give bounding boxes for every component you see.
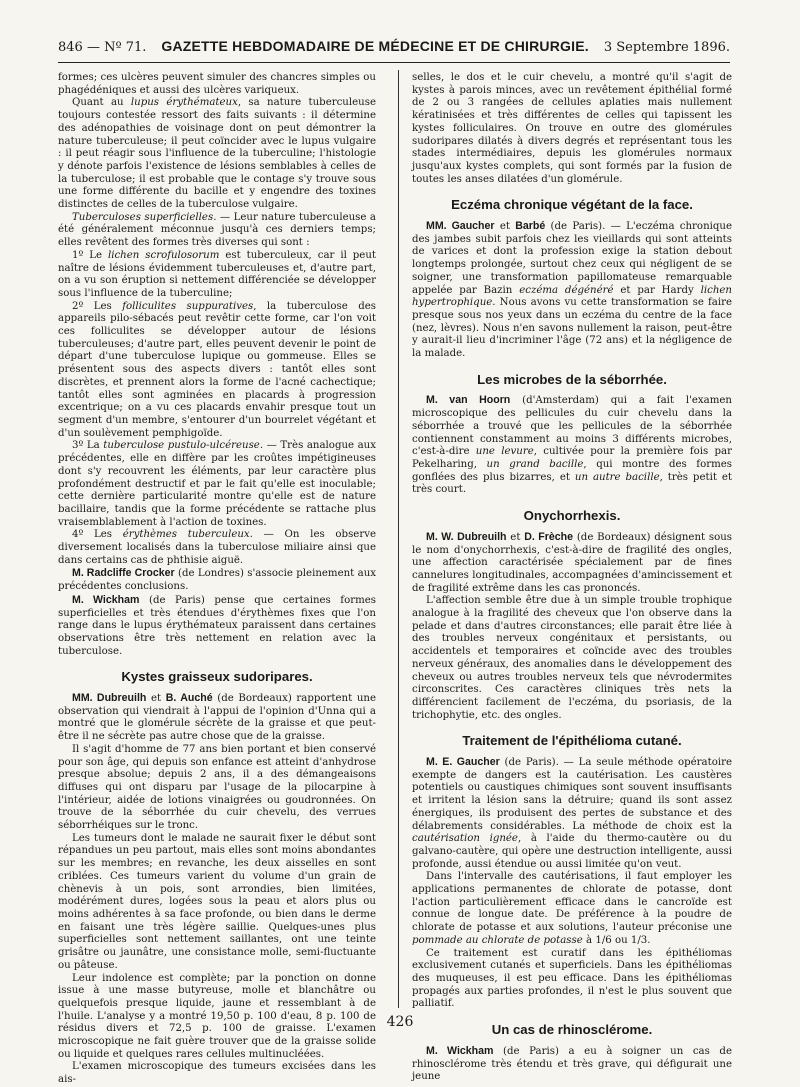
section-heading: Les microbes de la séborrhée. <box>477 371 667 387</box>
paragraph: Ce traitement est curatif dans les épithéliomas exclusivement cutanés et superficiels. Dans les épithéliomas des muqueuses, il est peu efficace. Dans les épithéliomas propagés aux parties profondes, il n'est le plus souvent que palliatif. <box>412 947 732 1010</box>
italic-term: Tuberculoses superficielles <box>72 211 214 223</box>
italic-term: lupus érythémateux <box>130 97 238 109</box>
header-issue: 846 — Nº 71. <box>58 40 147 55</box>
header-date: 3 Septembre 1896. <box>603 40 730 55</box>
section-heading: Traitement de l'épithélioma cutané. <box>462 733 682 749</box>
paragraph <box>412 220 732 361</box>
text: et par Hardy <box>613 284 701 296</box>
italic-term: un grand bacille <box>486 458 584 470</box>
page-number: 426 <box>386 1014 414 1030</box>
column-divider <box>398 70 399 1008</box>
paragraph: Les tumeurs dont le malade ne saurait fixer le début sont répandues un peu partout, mais elles sont moins abondantes sur les membres; en revanche, les deux aisselles en sont criblées. Ces tumeurs varient du volume d'un grain de chènevis à un pois, sont arrondies, bien limitées, modérément dures, logées sous la peau et alors plus ou moins adhérentes à sa face profonde, ou bien dans le derme en faisant une très légère saillie. Quelques-unes plus superficielles sont nettement saillantes, ont une teinte grisâtre ou jaunâtre, une consistance molle, semi-fluctuante ou pâteuse. <box>58 832 376 971</box>
text: et <box>506 531 525 543</box>
text: à 1/6 ou 1/3. <box>582 934 651 946</box>
paragraph <box>58 594 376 659</box>
text: . Nous avons vu cette transformation se faire presque sous nos yeux dans un eczéma du centre de la face (nez, lèvres). Nous n'en savons nullement la raison, peut-être y aurait-il lieu d'incriminer l'âge (72 ans) et la négligence de la malade. <box>412 297 732 360</box>
text: (de Paris) pense que certaines formes superficielles et très étendues d'érythèmes fixes que l'on range dans le lupus érythémateux paraissent dans certaines observations être très nettement en relation avec la tuberculose. <box>58 594 376 657</box>
section-heading: Eczéma chronique végétant de la face. <box>451 197 693 213</box>
paragraph: formes; ces ulcères peuvent simuler des chancres simples ou phagédéniques et aussi des ulcères variqueux. <box>58 72 376 96</box>
text: et <box>146 693 166 705</box>
paragraph: L'affection semble être due à un simple trouble trophique analogue à la fragilité des cheveux que l'on observe dans la pelade et dans d'autres circonstances; elle parait être liée à des troubles nerveux congénitaux et persistants, ou accidentels et temporaires et coïncide avec des troubles nerveux généraux, des anomalies dans le développement des cheveux ou autres troubles nerveux tels que névrodermites circonscrites. Ces caractères cliniques très nets la différencient facilement de l'eczéma, du psoriasis, de la trichophytie, etc. des ongles. <box>412 595 732 721</box>
author-name: M. Wickham <box>72 593 140 606</box>
author-name: M. Wickham <box>426 1044 494 1057</box>
text: (de Paris). — L'eczéma chronique des jambes subit parfois chez les vieillards qui sont atteints de varices et dont la profession exige la station debout longtemps prolongée, surtout chez ceux qui négligent de se soigner, une transformation papillomateuse remarquable appelée par Bazin <box>412 221 732 296</box>
section-heading: Onychorrhexis. <box>523 508 621 524</box>
text: (de Paris). — La seule méthode opératoire exempte de dangers est la cautérisation. Les caustères potentiels ou caustiques chimiques sont souvent insuffisants et irritent la lésion sans la détruire; quand ils sont assez énergiques, ils produisent des pertes de substance et des délabrements considérables. La méthode de choix est la <box>412 757 732 832</box>
right-column <box>412 72 732 1084</box>
italic-term: lichen hypertrophique <box>412 284 732 309</box>
author-name: D. Frèche <box>524 530 574 543</box>
author-name: M. E. Gaucher <box>426 756 500 769</box>
text: , à l'aide du thermo-cautère ou du galvano-cautère, qui opère une destruction intelligente, aussi profonde, aussi étendue ou aussi limitée qu'on veut. <box>412 833 732 870</box>
text: 2º Les <box>72 300 123 312</box>
header-rule <box>58 62 730 63</box>
paragraph: L'examen microscopique des tumeurs excisées dans les ais- <box>58 1061 376 1086</box>
text: (de Bordeaux) rapportent une observation qui viendrait à l'appui de l'opinion d'Unna qui a montré que le glomérule sécrète de la graisse et que peut-être il ne sécrète pas autre chose que de la graisse. <box>58 693 376 743</box>
italic-term: eczéma dégénéré <box>519 284 614 296</box>
italic-term: folliculites suppuratives <box>122 300 254 312</box>
italic-term: tuberculose pustulo-ulcéreuse <box>103 440 260 452</box>
text: est tuberculeux, car il peut naître de lésions évidemment tuberculeuses et, d'autre part, on a vu son éruption si nettement différenciée se développer sous l'influence de la tuberculine; <box>58 249 376 299</box>
text: (de Paris) a eu à soigner un cas de rhinosclérome très étendu et très grave, qui défigurait une jeune <box>412 1045 732 1083</box>
paragraph <box>58 440 376 529</box>
text: . — Leur nature tuberculeuse a été généralement méconnue jusqu'à ces derniers temps; elles revêtent des formes très diverses qui sont : <box>58 211 376 249</box>
paragraph <box>412 756 732 871</box>
author-name: MM. Dubreuilh <box>72 692 147 705</box>
paragraph <box>412 871 732 947</box>
paragraph <box>412 1045 732 1084</box>
text: , qui montre des formes gonflées des plus bizarres, et <box>412 458 732 483</box>
paragraph <box>58 567 376 593</box>
italic-term: cautérisation ignée <box>412 833 518 845</box>
text: 1º Le <box>72 249 108 261</box>
author-name: M. Radcliffe Crocker <box>72 567 175 580</box>
author-name: M. van Hoorn <box>426 394 511 407</box>
text: et <box>494 221 516 233</box>
text: Dans l'intervalle des cautérisations, il faut employer les applications permanentes de chlorate de potasse, dont l'action particulièrement efficace dans le cancroïde est connue de longue date. De préférence à la poudre de chlorate de potasse et aux solutions, l'auteur préconise une <box>412 871 732 934</box>
paragraph <box>58 250 376 301</box>
paragraph: Il s'agit d'homme de 77 ans bien portant et bien conservé pour son âge, qui depuis son enfance est atteint d'anhydrose presque absolue; depuis 2 ans, il a des démangeaisons diffuses qui ont disparu par l'usage de la pilocarpine à l'intérieur, aidée de lotions vinaigrées ou goudronnées. On trouve de la séborrhée du cuir chevelu, des verrues séborrhéiques sur le tronc. <box>58 743 376 832</box>
italic-term: érythèmes tuberculeux <box>122 529 250 541</box>
paragraph <box>58 97 376 211</box>
paragraph: Leur indolence est complète; par la ponction on donne issue à une masse butyreuse, molle et blanchâtre ou quelquefois presque liquide, jaune et ressemblant à de l'huile. L'analyse y a montré 19,50 p. 100 d'eau, 8 p. 100 de résidus divers et 72,5 p. 100 de graisse. L'examen microscopique ne fait guère trouver que de la graisse solide ou liquide et quelques rares cellules multinucléées. <box>58 972 376 1060</box>
text: Quant au <box>72 97 131 109</box>
text: 4º Les <box>72 529 123 541</box>
left-column <box>58 72 376 1087</box>
text: , cultivée pour la première fois par Pekelharing, <box>412 446 732 470</box>
text: (de Londres) s'associe pleinement aux précédentes conclusions. <box>58 568 376 593</box>
text: , très petit et très court. <box>412 471 732 496</box>
text: , sa nature tuberculeuse toujours contestée ressort des faits suivants : il détermine des adénopathies de voisinage dont on peut démontrer la nature tuberculeuse; il peut coïncider avec le lupus vulgaire : il peut réagir sous l'influence de la tuberculine; l'histologie y dénote parfois l'existence de lésions semblables à celles de la tuberculose; il est probable que le contage s'y trouve sous une forme différente du bacille et y engendre des toxines distinctes de celles de la tuberculose vulgaire. <box>58 97 376 211</box>
author-name: MM. Gaucher <box>426 220 495 233</box>
text: 3º La <box>72 440 104 452</box>
running-header <box>58 38 730 60</box>
paragraph <box>58 212 376 250</box>
paragraph <box>58 529 376 567</box>
text: , la tuberculose des appareils pilo-sébacés peut revêtir cette forme, car l'on voit ces folliculites se développer autour de lésions tuberculeuses; d'autre part, elles peuvent devenir le point de départ d'une tuberculose lupique ou gommeuse. Elles se présentent sous des aspects divers : tantôt elles sont discrètes, et prennent alors la forme de l'acné cachectique; tantôt elles sont agminées en placards à progression excentrique; on a vu ces placards envahir presque tout un segment d'un membre, s'entourer d'un bourrelet végétant et d'un soulèvement pemphigoïde. <box>58 300 376 439</box>
paragraph: selles, le dos et le cuir chevelu, a montré qu'il s'agit de kystes à parois minces, avec un revêtement épithélial formé de 2 ou 3 rangées de cellules aplaties mais nullement kératinisées et très différentes de celles qui tapissent les kystes folliculaires. On trouve en outre des glomérules sudoripares dilatés à divers degrés et représentant tous les stades intermédiaires, depuis les glomérules normaux jusqu'aux kystes complets, qui sont formés par la fusion de toutes les anses dilatées d'un glomérule. <box>412 72 732 185</box>
author-name: Barbé <box>515 220 546 233</box>
italic-term: un autre bacille <box>574 471 660 483</box>
text: . — On les observe diversement localisés dans la tuberculose miliaire ainsi que dans certains cas de phthisie aiguë. <box>58 529 376 566</box>
text: (de Bordeaux) désignent sous le nom d'onychorrhexis, c'est-à-dire de fragilité des ongles, une affection caractérisée spécialement par de fines cannelures longitudinales, accompagnées d'amincissement et de fragilité extrême dans les cas prononcés. <box>412 531 733 594</box>
italic-term: pommade au chlorate de potasse <box>412 934 583 946</box>
paragraph <box>412 531 732 596</box>
section-heading: Un cas de rhinosclérome. <box>491 1022 653 1038</box>
italic-term: une levure <box>475 446 534 458</box>
text: . — Très analogue aux précédentes, elle en diffère par les croûtes impétigineuses dont s'y recouvrent les éléments, par leur caractère plus profondément destructif et par le fait qu'elle est inoculable; cette dernière particularité montre qu'elle est de nature bacillaire, tandis que la forme précédente se rattache plus vraisemblablement à l'action de toxines. <box>58 440 376 528</box>
paragraph <box>412 394 732 497</box>
text: (d'Amsterdam) qui a fait l'examen microscopique des pellicules du cuir chevelu dans la séborrhée a trouvé que les pellicules de la séborrhée contiennent constamment au moins 3 différents microbes, c'est-à-dire <box>412 395 732 458</box>
journal-title: GAZETTE HEBDOMADAIRE DE MÉDECINE ET DE CHIRURGIE. <box>161 38 589 54</box>
section-heading: Kystes graisseux sudoripares. <box>121 669 313 685</box>
paragraph <box>58 692 376 744</box>
author-name: M. W. Dubreuilh <box>426 530 507 543</box>
author-name: B. Auché <box>165 692 213 705</box>
italic-term: lichen scrofulosorum <box>107 249 220 261</box>
paragraph <box>58 301 376 441</box>
